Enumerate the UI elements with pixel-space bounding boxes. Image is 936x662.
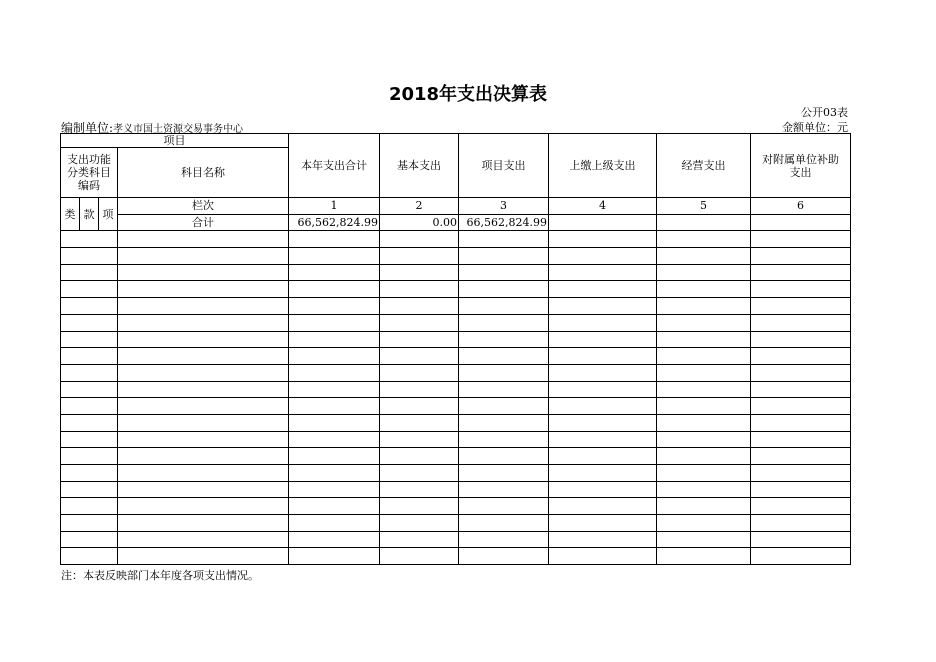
table-cell bbox=[380, 381, 459, 398]
table-cell bbox=[657, 498, 751, 515]
table-cell bbox=[459, 331, 549, 348]
table-cell bbox=[289, 398, 380, 415]
table-cell bbox=[751, 231, 851, 248]
table-cell bbox=[380, 398, 459, 415]
table-cell bbox=[380, 448, 459, 465]
table-cell bbox=[118, 448, 289, 465]
table-cell bbox=[118, 314, 289, 331]
table-cell bbox=[380, 548, 459, 565]
total-label: 合计 bbox=[118, 214, 289, 231]
table-row bbox=[61, 531, 851, 548]
table-cell bbox=[549, 348, 657, 365]
table-cell bbox=[459, 431, 549, 448]
table-cell bbox=[380, 314, 459, 331]
total-value-6 bbox=[751, 214, 851, 231]
table-cell bbox=[380, 498, 459, 515]
table-cell bbox=[459, 231, 549, 248]
table-cell bbox=[751, 381, 851, 398]
total-value-3: 66,562,824.99 bbox=[459, 214, 549, 231]
table-cell bbox=[118, 548, 289, 565]
table-cell bbox=[459, 515, 549, 532]
table-cell bbox=[459, 498, 549, 515]
table-cell bbox=[549, 381, 657, 398]
table-cell bbox=[118, 465, 289, 482]
total-row bbox=[61, 214, 851, 231]
total-value-4 bbox=[549, 214, 657, 231]
header-col-6: 对附属单位补助支出 bbox=[751, 134, 851, 198]
table-cell bbox=[380, 331, 459, 348]
table-cell bbox=[380, 364, 459, 381]
table-cell bbox=[118, 431, 289, 448]
table-row bbox=[61, 381, 851, 398]
table-cell bbox=[459, 548, 549, 565]
header-subject-name: 科目名称 bbox=[118, 148, 289, 198]
col-number-3: 3 bbox=[459, 198, 549, 215]
table-cell bbox=[549, 231, 657, 248]
table-row bbox=[61, 231, 851, 248]
table-cell bbox=[289, 515, 380, 532]
table-cell bbox=[380, 481, 459, 498]
code-cell bbox=[61, 398, 118, 415]
table-cell bbox=[380, 298, 459, 315]
table-cell bbox=[549, 448, 657, 465]
table-cell bbox=[657, 481, 751, 498]
table-cell bbox=[380, 431, 459, 448]
table-row bbox=[61, 331, 851, 348]
table-row bbox=[61, 481, 851, 498]
table-cell bbox=[289, 448, 380, 465]
table-cell bbox=[657, 398, 751, 415]
code-cell bbox=[61, 515, 118, 532]
table-cell bbox=[459, 281, 549, 298]
table-cell bbox=[549, 414, 657, 431]
table-cell bbox=[657, 414, 751, 431]
table-row bbox=[61, 414, 851, 431]
compiling-unit-label: 编制单位: bbox=[61, 121, 114, 135]
table-cell bbox=[751, 364, 851, 381]
table-cell bbox=[118, 348, 289, 365]
table-cell bbox=[549, 264, 657, 281]
code-cell bbox=[61, 431, 118, 448]
table-cell bbox=[751, 398, 851, 415]
total-value-1: 66,562,824.99 bbox=[289, 214, 380, 231]
table-cell bbox=[459, 414, 549, 431]
table-cell bbox=[380, 414, 459, 431]
table-cell bbox=[657, 431, 751, 448]
code-cell bbox=[61, 231, 118, 248]
code-cell bbox=[61, 248, 118, 265]
table-cell bbox=[459, 448, 549, 465]
table-cell bbox=[657, 531, 751, 548]
table-cell bbox=[459, 248, 549, 265]
table-cell bbox=[118, 531, 289, 548]
table-cell bbox=[459, 381, 549, 398]
table-cell bbox=[751, 548, 851, 565]
table-cell bbox=[118, 331, 289, 348]
table-cell bbox=[549, 548, 657, 565]
table-cell bbox=[118, 398, 289, 415]
code-cell bbox=[61, 281, 118, 298]
table-cell bbox=[459, 264, 549, 281]
table-cell bbox=[289, 364, 380, 381]
table-row bbox=[61, 498, 851, 515]
table-row bbox=[61, 314, 851, 331]
code-cell bbox=[61, 414, 118, 431]
table-cell bbox=[751, 465, 851, 482]
header-col-3: 项目支出 bbox=[459, 134, 549, 198]
table-cell bbox=[118, 248, 289, 265]
code-cell bbox=[61, 465, 118, 482]
table-cell bbox=[380, 264, 459, 281]
table-row bbox=[61, 281, 851, 298]
table-cell bbox=[751, 298, 851, 315]
header-col-2: 基本支出 bbox=[380, 134, 459, 198]
report-title: 2018年支出决算表 bbox=[388, 84, 548, 105]
table-cell bbox=[657, 348, 751, 365]
table-row bbox=[61, 515, 851, 532]
header-func-code: 支出功能分类科目编码 bbox=[61, 148, 118, 198]
code-cell bbox=[61, 498, 118, 515]
col-number-6: 6 bbox=[751, 198, 851, 215]
table-cell bbox=[549, 481, 657, 498]
col-number-2: 2 bbox=[380, 198, 459, 215]
table-cell bbox=[118, 281, 289, 298]
table-cell bbox=[289, 531, 380, 548]
code-cell bbox=[61, 481, 118, 498]
table-cell bbox=[289, 298, 380, 315]
col-number-5: 5 bbox=[657, 198, 751, 215]
table-cell bbox=[751, 331, 851, 348]
table-cell bbox=[657, 364, 751, 381]
table-row bbox=[61, 248, 851, 265]
table-cell bbox=[289, 548, 380, 565]
header-xiang: 项 bbox=[99, 198, 118, 231]
table-cell bbox=[380, 281, 459, 298]
table-cell bbox=[751, 448, 851, 465]
table-cell bbox=[459, 398, 549, 415]
table-cell bbox=[657, 331, 751, 348]
table-cell bbox=[657, 231, 751, 248]
table-cell bbox=[657, 515, 751, 532]
table-cell bbox=[657, 465, 751, 482]
table-cell bbox=[459, 481, 549, 498]
table-cell bbox=[657, 381, 751, 398]
table-cell bbox=[459, 298, 549, 315]
table-cell bbox=[657, 548, 751, 565]
table-cell bbox=[657, 248, 751, 265]
code-cell bbox=[61, 531, 118, 548]
table-cell bbox=[751, 348, 851, 365]
table-cell bbox=[657, 264, 751, 281]
table-row bbox=[61, 364, 851, 381]
code-cell bbox=[61, 314, 118, 331]
code-cell bbox=[61, 448, 118, 465]
table-cell bbox=[118, 481, 289, 498]
table-cell bbox=[751, 264, 851, 281]
table-cell bbox=[118, 381, 289, 398]
table-row bbox=[61, 431, 851, 448]
table-cell bbox=[459, 531, 549, 548]
table-row bbox=[61, 448, 851, 465]
table-cell bbox=[549, 515, 657, 532]
table-cell bbox=[459, 364, 549, 381]
header-col-1: 本年支出合计 bbox=[289, 134, 380, 198]
header-kuan: 款 bbox=[80, 198, 99, 231]
table-cell bbox=[751, 248, 851, 265]
col-number-4: 4 bbox=[549, 198, 657, 215]
code-cell bbox=[61, 298, 118, 315]
total-value-5 bbox=[657, 214, 751, 231]
code-cell bbox=[61, 348, 118, 365]
table-cell bbox=[549, 314, 657, 331]
table-row bbox=[61, 548, 851, 565]
table-cell bbox=[657, 281, 751, 298]
table-row bbox=[61, 264, 851, 281]
table-cell bbox=[118, 364, 289, 381]
table-cell bbox=[459, 348, 549, 365]
table-cell bbox=[549, 398, 657, 415]
header-col-5: 经营支出 bbox=[657, 134, 751, 198]
table-cell bbox=[751, 314, 851, 331]
table-cell bbox=[118, 498, 289, 515]
table-cell bbox=[549, 364, 657, 381]
table-row bbox=[61, 398, 851, 415]
table-cell bbox=[289, 498, 380, 515]
table-cell bbox=[549, 431, 657, 448]
table-cell bbox=[118, 414, 289, 431]
table-cell bbox=[118, 515, 289, 532]
table-cell bbox=[657, 448, 751, 465]
table-cell bbox=[380, 348, 459, 365]
table-cell bbox=[549, 281, 657, 298]
table-cell bbox=[380, 515, 459, 532]
header-col-4: 上缴上级支出 bbox=[549, 134, 657, 198]
table-row bbox=[61, 348, 851, 365]
table-cell bbox=[657, 314, 751, 331]
table-cell bbox=[549, 298, 657, 315]
code-cell bbox=[61, 264, 118, 281]
table-cell bbox=[751, 414, 851, 431]
table-cell bbox=[289, 348, 380, 365]
header-item: 项目 bbox=[61, 134, 289, 148]
organization-name: 孝义市国土资源交易事务中心 bbox=[113, 124, 244, 135]
table-cell bbox=[380, 465, 459, 482]
table-cell bbox=[289, 431, 380, 448]
table-cell bbox=[289, 281, 380, 298]
table-cell bbox=[289, 264, 380, 281]
table-cell bbox=[751, 281, 851, 298]
table-cell bbox=[118, 264, 289, 281]
code-cell bbox=[61, 548, 118, 565]
table-cell bbox=[380, 531, 459, 548]
table-cell bbox=[118, 298, 289, 315]
table-cell bbox=[289, 465, 380, 482]
table-cell bbox=[380, 231, 459, 248]
table-cell bbox=[751, 431, 851, 448]
table-cell bbox=[289, 331, 380, 348]
table-cell bbox=[289, 314, 380, 331]
table-cell bbox=[289, 248, 380, 265]
table-cell bbox=[118, 231, 289, 248]
table-cell bbox=[751, 515, 851, 532]
table-row bbox=[61, 465, 851, 482]
table-cell bbox=[549, 331, 657, 348]
lanci-label: 栏次 bbox=[118, 198, 289, 215]
code-cell bbox=[61, 364, 118, 381]
form-number: 公开03表 bbox=[801, 106, 848, 119]
amount-unit: 金额单位：元 bbox=[782, 121, 848, 134]
table-cell bbox=[751, 498, 851, 515]
table-cell bbox=[549, 531, 657, 548]
table-cell bbox=[289, 381, 380, 398]
header-lei: 类 bbox=[61, 198, 80, 231]
table-cell bbox=[380, 248, 459, 265]
table-cell bbox=[549, 248, 657, 265]
code-cell bbox=[61, 381, 118, 398]
table-cell bbox=[459, 314, 549, 331]
table-cell bbox=[289, 481, 380, 498]
table-cell bbox=[549, 465, 657, 482]
table-cell bbox=[751, 481, 851, 498]
total-value-2: 0.00 bbox=[380, 214, 459, 231]
table-cell bbox=[549, 498, 657, 515]
table-cell bbox=[751, 531, 851, 548]
table-cell bbox=[657, 298, 751, 315]
col-number-1: 1 bbox=[289, 198, 380, 215]
table-note: 注：本表反映部门本年度各项支出情况。 bbox=[61, 569, 259, 582]
code-cell bbox=[61, 331, 118, 348]
table-cell bbox=[289, 231, 380, 248]
table-cell bbox=[459, 465, 549, 482]
table-row bbox=[61, 298, 851, 315]
expenditure-table bbox=[60, 133, 851, 565]
table-cell bbox=[289, 414, 380, 431]
